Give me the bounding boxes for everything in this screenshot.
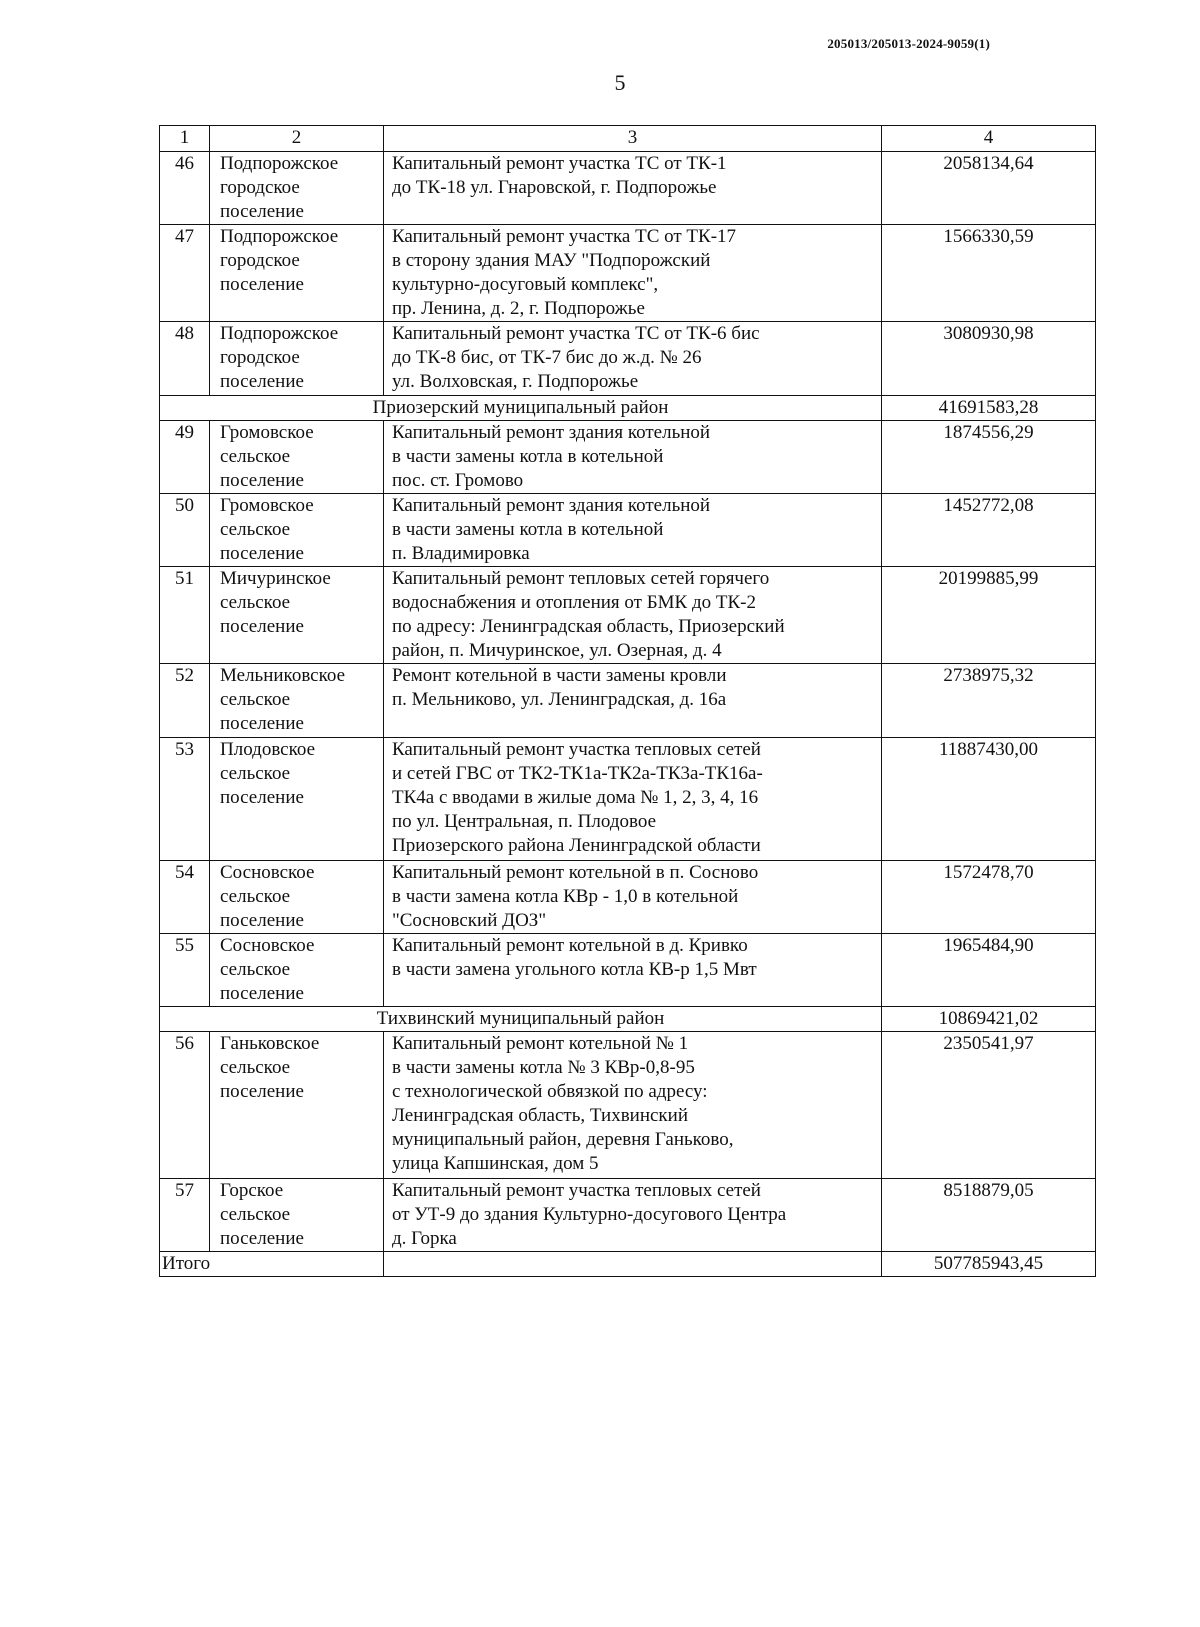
work-description: Капитальный ремонт котельной в д. Кривко в части замена угольного котла КВ-р 1,5 Мвт (384, 934, 882, 1007)
row-number: 48 (160, 322, 210, 396)
district-amount: 10869421,02 (882, 1007, 1096, 1032)
work-description: Капитальный ремонт участка ТС от ТК-1 до ТК-18 ул. Гнаровской, г. Подпорожье (384, 152, 882, 225)
settlement-name: Громовское сельское поселение (210, 494, 384, 567)
work-description: Ремонт котельной в части замены кровли п. Мельниково, ул. Ленинградская, д. 16а (384, 664, 882, 738)
district-subtotal-row (160, 1007, 1096, 1032)
row-number: 52 (160, 664, 210, 738)
column-header-4: 4 (882, 126, 1096, 152)
work-description: Капитальный ремонт котельной № 1 в части замены котла № 3 КВр-0,8-95 с технологической обвязкой по адресу: Ленинградская область, Тихвинский муниципальный район, деревня Ганьково, улица Капшинская, дом 5 (384, 1032, 882, 1179)
table-row (160, 322, 1096, 396)
column-header-3: 3 (384, 126, 882, 152)
row-number: 47 (160, 225, 210, 322)
settlement-name: Мельниковское сельское поселение (210, 664, 384, 738)
settlement-name: Подпорожское городское поселение (210, 225, 384, 322)
table-row (160, 567, 1096, 664)
row-number: 56 (160, 1032, 210, 1179)
work-description: Капитальный ремонт здания котельной в части замены котла в котельной пос. ст. Громово (384, 421, 882, 494)
table-row (160, 738, 1096, 861)
table-row (160, 225, 1096, 322)
work-description: Капитальный ремонт участка ТС от ТК-17 в сторону здания МАУ "Подпорожский культурно-досуговый комплекс", пр. Ленина, д. 2, г. Подпорожье (384, 225, 882, 322)
column-header-1: 1 (160, 126, 210, 152)
row-number: 49 (160, 421, 210, 494)
work-description: Капитальный ремонт участка ТС от ТК-6 бис до ТК-8 бис, от ТК-7 бис до ж.д. № 26 ул. Волховская, г. Подпорожье (384, 322, 882, 396)
row-number: 54 (160, 861, 210, 934)
settlement-name: Плодовское сельское поселение (210, 738, 384, 861)
table-row (160, 1032, 1096, 1179)
works-table (159, 125, 1096, 1277)
settlement-name: Мичуринское сельское поселение (210, 567, 384, 664)
work-description: Капитальный ремонт тепловых сетей горячего водоснабжения и отопления от БМК до ТК-2 по адресу: Ленинградская область, Приозерский район, п. Мичуринское, ул. Озерная, д. 4 (384, 567, 882, 664)
amount: 1572478,70 (882, 861, 1096, 934)
amount: 1874556,29 (882, 421, 1096, 494)
amount: 1452772,08 (882, 494, 1096, 567)
settlement-name: Подпорожское городское поселение (210, 322, 384, 396)
table-body (160, 126, 1096, 1277)
amount: 1965484,90 (882, 934, 1096, 1007)
amount: 2350541,97 (882, 1032, 1096, 1179)
row-number: 57 (160, 1179, 210, 1252)
amount: 11887430,00 (882, 738, 1096, 861)
settlement-name: Подпорожское городское поселение (210, 152, 384, 225)
row-number: 50 (160, 494, 210, 567)
work-description: Капитальный ремонт здания котельной в части замены котла в котельной п. Владимировка (384, 494, 882, 567)
document-number: 205013/205013-2024-9059(1) (827, 36, 990, 51)
work-description: Капитальный ремонт котельной в п. Сосново в части замена котла КВр - 1,0 в котельной "Сосновский ДОЗ" (384, 861, 882, 934)
row-number: 55 (160, 934, 210, 1007)
column-header-2: 2 (210, 126, 384, 152)
amount: 3080930,98 (882, 322, 1096, 396)
district-subtotal-row (160, 396, 1096, 421)
total-amount: 507785943,45 (882, 1252, 1096, 1277)
table-row (160, 1179, 1096, 1252)
amount: 20199885,99 (882, 567, 1096, 664)
table-row (160, 934, 1096, 1007)
settlement-name: Сосновское сельское поселение (210, 934, 384, 1007)
page-number: 5 (614, 70, 626, 95)
amount: 2738975,32 (882, 664, 1096, 738)
total-row (160, 1252, 1096, 1277)
work-description: Капитальный ремонт участка тепловых сетей и сетей ГВС от ТК2-ТК1а-ТК2а-ТК3а-ТК16а- ТК4а с вводами в жилые дома № 1, 2, 3, 4, 16 по ул. Центральная, п. Плодовое Приозерского района Ленинградской области (384, 738, 882, 861)
row-number: 51 (160, 567, 210, 664)
amount: 1566330,59 (882, 225, 1096, 322)
total-label: Итого (160, 1252, 384, 1277)
amount: 8518879,05 (882, 1179, 1096, 1252)
settlement-name: Громовское сельское поселение (210, 421, 384, 494)
table-header-row (160, 126, 1096, 152)
settlement-name: Ганьковское сельское поселение (210, 1032, 384, 1179)
settlement-name: Горское сельское поселение (210, 1179, 384, 1252)
table-row (160, 494, 1096, 567)
work-description: Капитальный ремонт участка тепловых сетей от УТ-9 до здания Культурно-досугового Центра д. Горка (384, 1179, 882, 1252)
table-row (160, 421, 1096, 494)
settlement-name: Сосновское сельское поселение (210, 861, 384, 934)
total-description (384, 1252, 882, 1277)
amount: 2058134,64 (882, 152, 1096, 225)
district-amount: 41691583,28 (882, 396, 1096, 421)
table-row (160, 664, 1096, 738)
row-number: 53 (160, 738, 210, 861)
district-name: Приозерский муниципальный район (160, 396, 882, 421)
table-row (160, 152, 1096, 225)
row-number: 46 (160, 152, 210, 225)
table-row (160, 861, 1096, 934)
district-name: Тихвинский муниципальный район (160, 1007, 882, 1032)
